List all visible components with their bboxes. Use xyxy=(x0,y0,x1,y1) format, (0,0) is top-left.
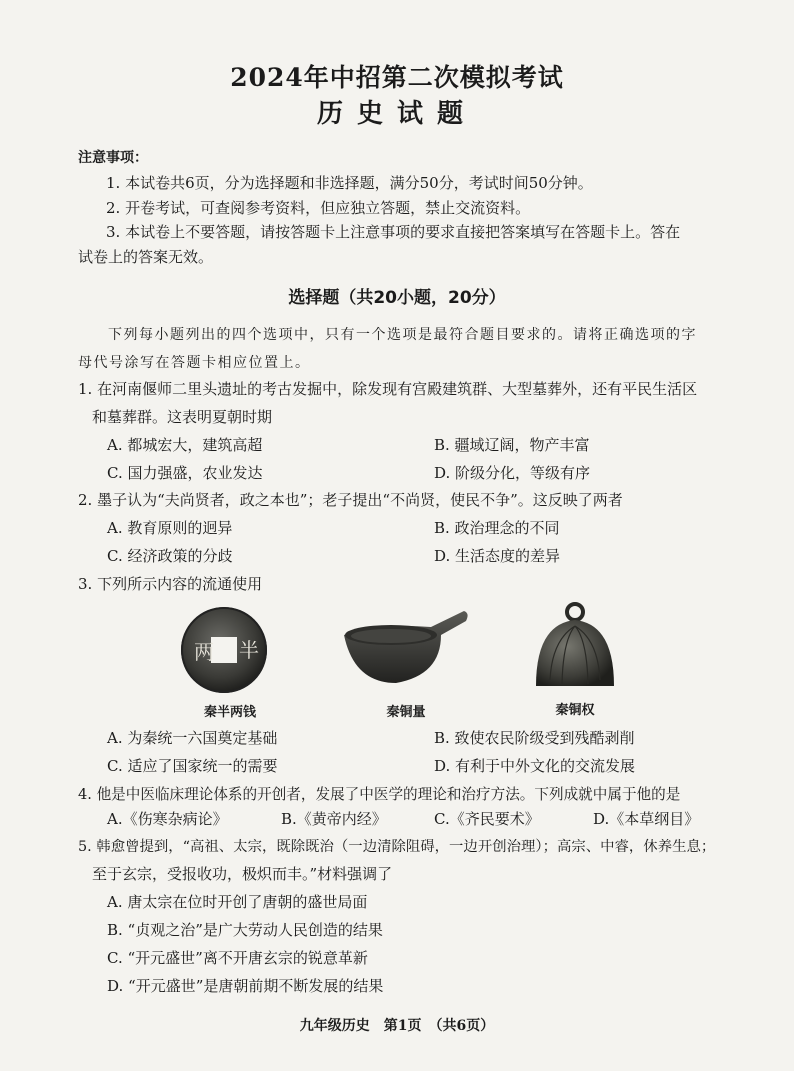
note-item: 2. 开卷考试，可查阅参考资料，但应独立答题，禁止交流资料。 xyxy=(106,199,531,217)
option: B.《黄帝内经》 xyxy=(281,810,387,828)
option: D. 有利于中外文化的交流发展 xyxy=(434,757,636,775)
question-stem: 2. 墨子认为“夫尚贤者，政之本也”；老子提出“不尚贤，使民不争”。这反映了两者 xyxy=(78,491,623,509)
option: A.《伤寒杂病论》 xyxy=(107,810,228,828)
exam-subtitle: 历史试题 xyxy=(316,99,477,129)
option: D.《本草纲目》 xyxy=(593,810,700,828)
section-intro: 母代号涂写在答题卡相应位置上。 xyxy=(78,355,311,371)
note-item: 3. 本试卷上不要答题，请按答题卡上注意事项的要求直接把答案填写在答题卡上。答在 xyxy=(106,223,681,241)
question-stem: 1. 在河南偃师二里头遗址的考古发掘中，除发现有宫殿建筑群、大型墓葬外，还有平民生活区 xyxy=(78,380,698,398)
option: A. 教育原则的迥异 xyxy=(107,519,233,537)
coin-char-ban: 半 xyxy=(239,638,259,662)
option: A. 都城宏大，建筑高超 xyxy=(107,436,263,454)
section-intro: 下列每小题列出的四个选项中，只有一个选项是最符合题目要求的。请将正确选项的字 xyxy=(108,327,697,343)
option: D. 阶级分化，等级有序 xyxy=(434,464,591,482)
option: C. 国力强盛，农业发达 xyxy=(107,464,263,482)
qin-banliang-coin-image xyxy=(174,605,274,695)
option: B. 疆域辽阔，物产丰富 xyxy=(434,436,590,454)
notes-heading: 注意事项： xyxy=(78,150,148,166)
option: D. 生活态度的差异 xyxy=(434,547,561,565)
option: A. 为秦统一六国奠定基础 xyxy=(107,729,278,747)
question-stem: 至于玄宗，受报收功，极炽而丰。”材料强调了 xyxy=(92,865,393,883)
coin-char-liang: 两 xyxy=(194,640,214,664)
section-title: 选择题（共20小题，20分） xyxy=(288,288,506,308)
option: C. 经济政策的分歧 xyxy=(107,547,233,565)
question-stem: 和墓葬群。这表明夏朝时期 xyxy=(92,408,273,426)
note-item: 试卷上的答案无效。 xyxy=(78,248,214,266)
page-footer: 九年级历史 第1页 （共6页） xyxy=(299,1018,495,1034)
option: C.《齐民要术》 xyxy=(434,810,540,828)
note-item: 1. 本试卷共6页，分为选择题和非选择题，满分50分，考试时间50分钟。 xyxy=(106,174,593,192)
image-caption: 秦半两钱 xyxy=(203,705,256,720)
image-caption: 秦铜权 xyxy=(555,703,595,718)
option: D. “开元盛世”是唐朝前期不断发展的结果 xyxy=(107,977,384,995)
question-stem: 5. 韩愈曾提到，“高祖、太宗，既除既治（一边清除阻碍，一边开创治理）；高宗、中睿，休养生息； xyxy=(78,839,716,855)
exam-title: 2024年中招第二次模拟考试 xyxy=(230,63,564,92)
qin-bronze-measure-image xyxy=(336,605,471,690)
option: B. 致使农民阶级受到残酷剥削 xyxy=(434,729,635,747)
image-caption: 秦铜量 xyxy=(386,705,426,720)
option: C. 适应了国家统一的需要 xyxy=(107,757,278,775)
option: A. 唐太宗在位时开创了唐朝的盛世局面 xyxy=(107,893,368,911)
question-stem: 3. 下列所示内容的流通使用 xyxy=(78,575,263,593)
option: B. “贞观之治”是广大劳动人民创造的结果 xyxy=(107,921,383,939)
qin-bronze-weight-image xyxy=(530,600,620,692)
option: B. 政治理念的不同 xyxy=(434,519,560,537)
question-stem: 4. 他是中医临床理论体系的开创者，发展了中医学的理论和治疗方法。下列成就中属于他的是 xyxy=(78,786,681,803)
option: C. “开元盛世”离不开唐玄宗的锐意革新 xyxy=(107,949,368,967)
